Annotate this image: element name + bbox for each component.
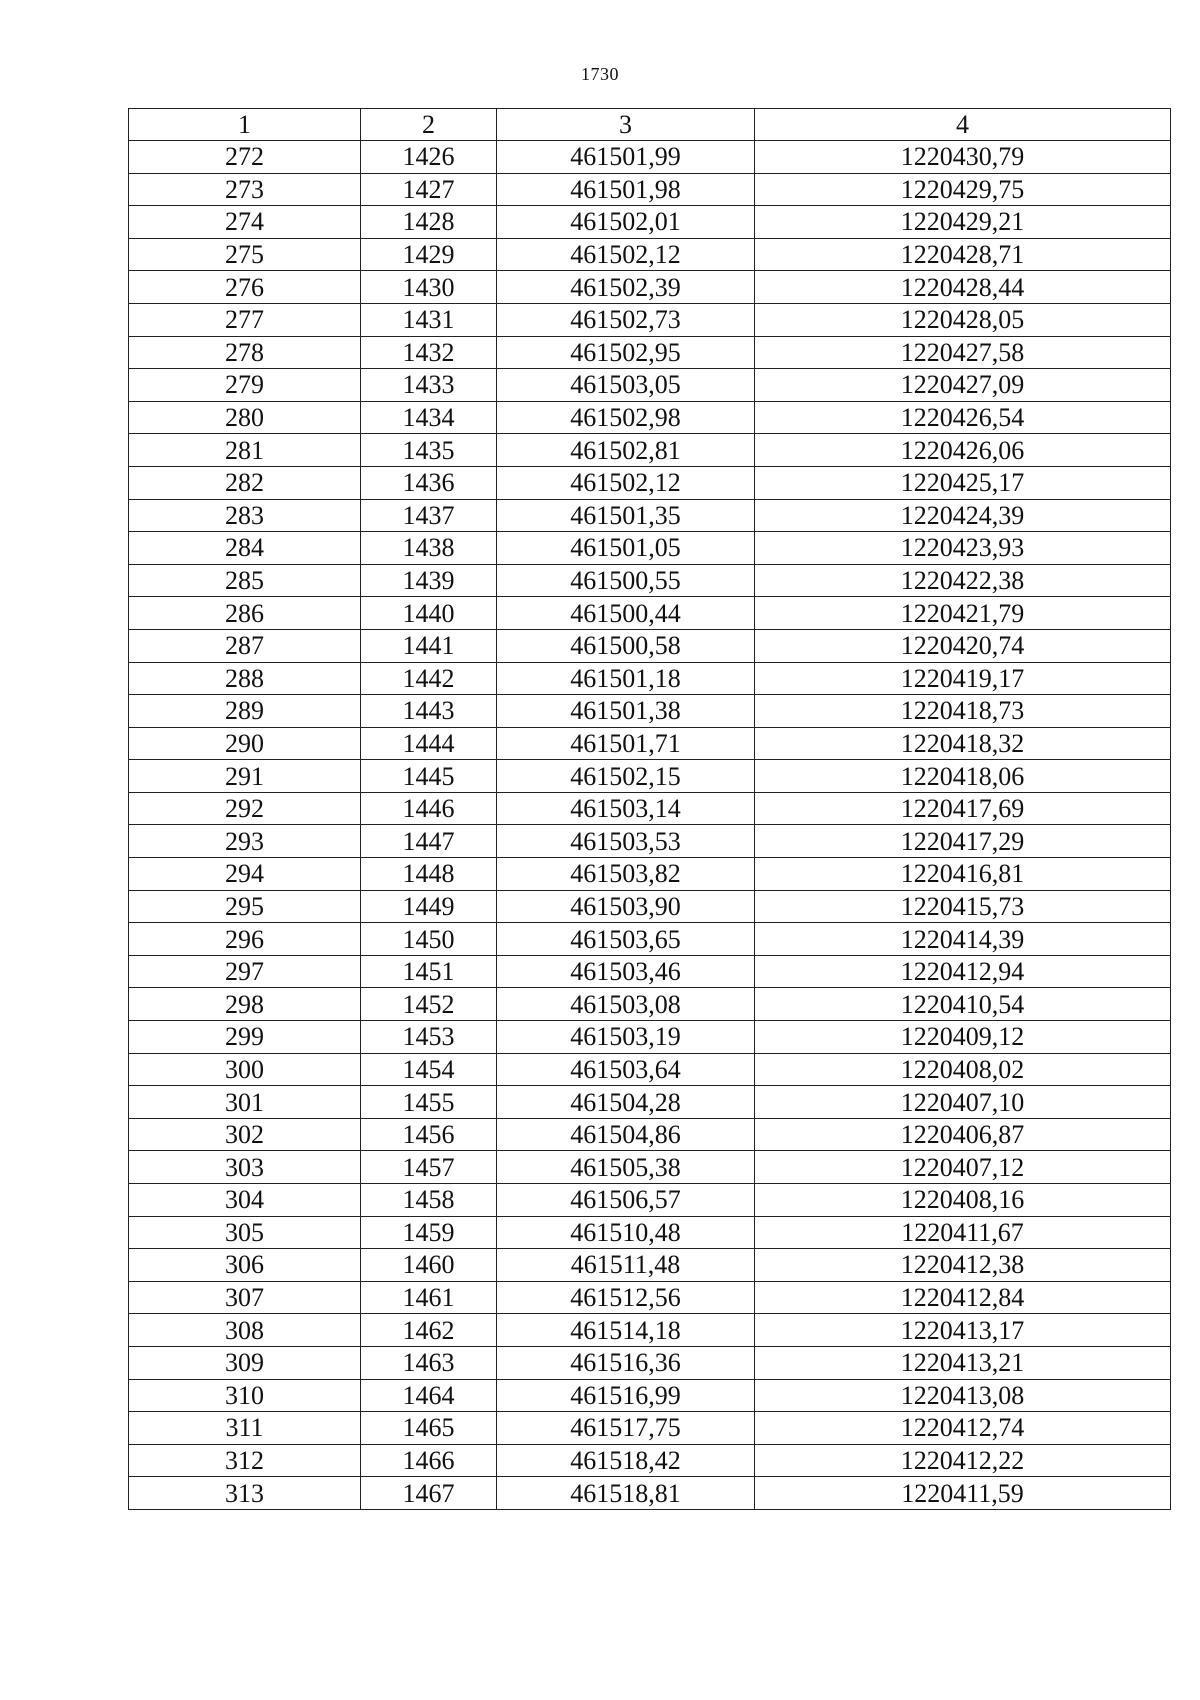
table-cell-col-1: 275 <box>129 238 361 271</box>
table-cell-col-3: 461502,15 <box>497 760 755 793</box>
table-row <box>129 141 1171 174</box>
table-cell-col-2: 1459 <box>361 1216 497 1249</box>
table-cell-col-4: 1220418,06 <box>755 760 1171 793</box>
coordinates-table <box>128 108 1171 1510</box>
table-header <box>129 109 1171 141</box>
table-cell-col-3: 461501,18 <box>497 662 755 695</box>
table-cell-col-4: 1220412,74 <box>755 1412 1171 1445</box>
table-row <box>129 1281 1171 1314</box>
table-cell-col-4: 1220425,17 <box>755 466 1171 499</box>
table-row <box>129 1412 1171 1445</box>
table-cell-col-4: 1220430,79 <box>755 141 1171 174</box>
table-cell-col-2: 1442 <box>361 662 497 695</box>
table-row <box>129 825 1171 858</box>
table-cell-col-4: 1220407,12 <box>755 1151 1171 1184</box>
table-cell-col-1: 300 <box>129 1053 361 1086</box>
table-row <box>129 434 1171 467</box>
table-cell-col-1: 311 <box>129 1412 361 1445</box>
table-cell-col-3: 461512,56 <box>497 1281 755 1314</box>
table-cell-col-4: 1220422,38 <box>755 564 1171 597</box>
table-cell-col-1: 282 <box>129 466 361 499</box>
table-cell-col-3: 461504,86 <box>497 1118 755 1151</box>
table-cell-col-3: 461503,65 <box>497 923 755 956</box>
table-cell-col-3: 461502,12 <box>497 238 755 271</box>
table-cell-col-1: 297 <box>129 955 361 988</box>
table-cell-col-3: 461517,75 <box>497 1412 755 1445</box>
table-cell-col-2: 1467 <box>361 1477 497 1510</box>
table-cell-col-3: 461502,98 <box>497 401 755 434</box>
table-cell-col-3: 461510,48 <box>497 1216 755 1249</box>
table-cell-col-1: 299 <box>129 1021 361 1054</box>
table-row <box>129 988 1171 1021</box>
table-row <box>129 1379 1171 1412</box>
table-cell-col-4: 1220428,05 <box>755 303 1171 336</box>
table-cell-col-1: 272 <box>129 141 361 174</box>
table-cell-col-1: 308 <box>129 1314 361 1347</box>
table-cell-col-4: 1220413,17 <box>755 1314 1171 1347</box>
table-cell-col-3: 461503,08 <box>497 988 755 1021</box>
table-row <box>129 1184 1171 1217</box>
table-cell-col-3: 461502,95 <box>497 336 755 369</box>
table-cell-col-1: 293 <box>129 825 361 858</box>
table-row <box>129 238 1171 271</box>
table-cell-col-1: 279 <box>129 369 361 402</box>
table-cell-col-4: 1220413,21 <box>755 1346 1171 1379</box>
table-cell-col-2: 1441 <box>361 629 497 662</box>
table-cell-col-2: 1454 <box>361 1053 497 1086</box>
table-row <box>129 336 1171 369</box>
table-cell-col-2: 1453 <box>361 1021 497 1054</box>
table-cell-col-3: 461503,14 <box>497 792 755 825</box>
table-cell-col-4: 1220408,16 <box>755 1184 1171 1217</box>
table-cell-col-2: 1428 <box>361 206 497 239</box>
table-cell-col-4: 1220428,44 <box>755 271 1171 304</box>
table-cell-col-3: 461514,18 <box>497 1314 755 1347</box>
table-row <box>129 1118 1171 1151</box>
table-cell-col-1: 274 <box>129 206 361 239</box>
table-cell-col-4: 1220419,17 <box>755 662 1171 695</box>
table-row <box>129 1477 1171 1510</box>
table-cell-col-2: 1460 <box>361 1249 497 1282</box>
table-cell-col-3: 461505,38 <box>497 1151 755 1184</box>
table-cell-col-1: 310 <box>129 1379 361 1412</box>
table-cell-col-1: 312 <box>129 1444 361 1477</box>
table-cell-col-4: 1220415,73 <box>755 890 1171 923</box>
table-cell-col-3: 461500,55 <box>497 564 755 597</box>
table-cell-col-2: 1435 <box>361 434 497 467</box>
table-cell-col-3: 461511,48 <box>497 1249 755 1282</box>
table-cell-col-2: 1457 <box>361 1151 497 1184</box>
table-cell-col-4: 1220412,84 <box>755 1281 1171 1314</box>
table-cell-col-3: 461503,05 <box>497 369 755 402</box>
header-row <box>129 109 1171 141</box>
table-body <box>129 141 1171 1510</box>
table-cell-col-4: 1220427,09 <box>755 369 1171 402</box>
table-cell-col-4: 1220411,59 <box>755 1477 1171 1510</box>
table-cell-col-4: 1220413,08 <box>755 1379 1171 1412</box>
table-cell-col-2: 1446 <box>361 792 497 825</box>
table-cell-col-1: 285 <box>129 564 361 597</box>
table-cell-col-3: 461501,35 <box>497 499 755 532</box>
table-row <box>129 1151 1171 1184</box>
table-row <box>129 597 1171 630</box>
column-header-3: 3 <box>497 109 755 141</box>
table-row <box>129 890 1171 923</box>
table-cell-col-4: 1220420,74 <box>755 629 1171 662</box>
table-cell-col-1: 281 <box>129 434 361 467</box>
table-cell-col-1: 291 <box>129 760 361 793</box>
table-row <box>129 1216 1171 1249</box>
table-cell-col-4: 1220429,75 <box>755 173 1171 206</box>
table-row <box>129 629 1171 662</box>
table-cell-col-1: 296 <box>129 923 361 956</box>
table-cell-col-1: 288 <box>129 662 361 695</box>
table-row <box>129 1444 1171 1477</box>
table-cell-col-3: 461500,58 <box>497 629 755 662</box>
table-cell-col-4: 1220412,22 <box>755 1444 1171 1477</box>
table-row <box>129 760 1171 793</box>
table-cell-col-3: 461518,42 <box>497 1444 755 1477</box>
table-cell-col-4: 1220423,93 <box>755 532 1171 565</box>
table-cell-col-2: 1447 <box>361 825 497 858</box>
table-cell-col-1: 283 <box>129 499 361 532</box>
table-row <box>129 206 1171 239</box>
table-cell-col-2: 1434 <box>361 401 497 434</box>
page-number: 1730 <box>581 64 619 84</box>
table-cell-col-1: 298 <box>129 988 361 1021</box>
table-cell-col-1: 309 <box>129 1346 361 1379</box>
table-row <box>129 173 1171 206</box>
table-row <box>129 1314 1171 1347</box>
table-cell-col-3: 461503,46 <box>497 955 755 988</box>
table-row <box>129 1086 1171 1119</box>
table-cell-col-3: 461516,36 <box>497 1346 755 1379</box>
table-cell-col-3: 461518,81 <box>497 1477 755 1510</box>
table-cell-col-1: 292 <box>129 792 361 825</box>
table-cell-col-2: 1463 <box>361 1346 497 1379</box>
table-cell-col-4: 1220428,71 <box>755 238 1171 271</box>
table-row <box>129 564 1171 597</box>
table-cell-col-3: 461502,01 <box>497 206 755 239</box>
table-cell-col-3: 461501,71 <box>497 727 755 760</box>
table-cell-col-1: 277 <box>129 303 361 336</box>
table-cell-col-2: 1445 <box>361 760 497 793</box>
table-cell-col-2: 1429 <box>361 238 497 271</box>
table-row <box>129 695 1171 728</box>
table-cell-col-2: 1449 <box>361 890 497 923</box>
table-cell-col-3: 461502,12 <box>497 466 755 499</box>
table-cell-col-1: 290 <box>129 727 361 760</box>
table-row <box>129 1249 1171 1282</box>
table-row <box>129 792 1171 825</box>
table-cell-col-2: 1433 <box>361 369 497 402</box>
table-cell-col-4: 1220411,67 <box>755 1216 1171 1249</box>
table-row <box>129 401 1171 434</box>
table-cell-col-1: 294 <box>129 858 361 891</box>
table-cell-col-3: 461502,73 <box>497 303 755 336</box>
table-row <box>129 1346 1171 1379</box>
table-cell-col-3: 461501,05 <box>497 532 755 565</box>
table-cell-col-1: 305 <box>129 1216 361 1249</box>
table-row <box>129 271 1171 304</box>
table-cell-col-2: 1448 <box>361 858 497 891</box>
table-cell-col-4: 1220421,79 <box>755 597 1171 630</box>
table-cell-col-1: 313 <box>129 1477 361 1510</box>
table-cell-col-2: 1461 <box>361 1281 497 1314</box>
table-row <box>129 858 1171 891</box>
table-cell-col-3: 461501,38 <box>497 695 755 728</box>
table-row <box>129 1053 1171 1086</box>
table-row <box>129 466 1171 499</box>
table-cell-col-4: 1220426,06 <box>755 434 1171 467</box>
table-cell-col-4: 1220412,38 <box>755 1249 1171 1282</box>
table-row <box>129 369 1171 402</box>
table-cell-col-3: 461516,99 <box>497 1379 755 1412</box>
table-cell-col-1: 280 <box>129 401 361 434</box>
table-row <box>129 923 1171 956</box>
table-cell-col-2: 1426 <box>361 141 497 174</box>
table-cell-col-2: 1451 <box>361 955 497 988</box>
table-cell-col-2: 1427 <box>361 173 497 206</box>
table-cell-col-1: 304 <box>129 1184 361 1217</box>
table-cell-col-4: 1220418,32 <box>755 727 1171 760</box>
table-cell-col-1: 302 <box>129 1118 361 1151</box>
table-cell-col-4: 1220426,54 <box>755 401 1171 434</box>
table-cell-col-4: 1220427,58 <box>755 336 1171 369</box>
table-cell-col-2: 1458 <box>361 1184 497 1217</box>
table-cell-col-4: 1220408,02 <box>755 1053 1171 1086</box>
table-cell-col-2: 1440 <box>361 597 497 630</box>
table-cell-col-1: 295 <box>129 890 361 923</box>
table-cell-col-2: 1430 <box>361 271 497 304</box>
table-cell-col-2: 1462 <box>361 1314 497 1347</box>
table-cell-col-1: 284 <box>129 532 361 565</box>
table-cell-col-2: 1452 <box>361 988 497 1021</box>
column-header-2: 2 <box>361 109 497 141</box>
table-cell-col-2: 1431 <box>361 303 497 336</box>
table-cell-col-1: 286 <box>129 597 361 630</box>
table-cell-col-3: 461500,44 <box>497 597 755 630</box>
table-cell-col-2: 1465 <box>361 1412 497 1445</box>
table-cell-col-2: 1432 <box>361 336 497 369</box>
table-cell-col-4: 1220409,12 <box>755 1021 1171 1054</box>
table-cell-col-1: 273 <box>129 173 361 206</box>
table-cell-col-3: 461502,39 <box>497 271 755 304</box>
table-cell-col-1: 306 <box>129 1249 361 1282</box>
table-cell-col-2: 1456 <box>361 1118 497 1151</box>
table-cell-col-1: 278 <box>129 336 361 369</box>
table-row <box>129 499 1171 532</box>
table-row <box>129 955 1171 988</box>
table-cell-col-2: 1464 <box>361 1379 497 1412</box>
table-cell-col-4: 1220407,10 <box>755 1086 1171 1119</box>
table-cell-col-3: 461504,28 <box>497 1086 755 1119</box>
table-cell-col-2: 1439 <box>361 564 497 597</box>
table-cell-col-4: 1220406,87 <box>755 1118 1171 1151</box>
column-header-1: 1 <box>129 109 361 141</box>
table-cell-col-3: 461503,19 <box>497 1021 755 1054</box>
table-row <box>129 1021 1171 1054</box>
table-cell-col-4: 1220418,73 <box>755 695 1171 728</box>
column-header-4: 4 <box>755 109 1171 141</box>
table-cell-col-4: 1220412,94 <box>755 955 1171 988</box>
table-cell-col-2: 1444 <box>361 727 497 760</box>
table-cell-col-2: 1443 <box>361 695 497 728</box>
table-cell-col-4: 1220410,54 <box>755 988 1171 1021</box>
table-cell-col-3: 461501,98 <box>497 173 755 206</box>
table-cell-col-1: 287 <box>129 629 361 662</box>
table-row <box>129 727 1171 760</box>
table-cell-col-2: 1436 <box>361 466 497 499</box>
table-cell-col-2: 1437 <box>361 499 497 532</box>
table-cell-col-2: 1466 <box>361 1444 497 1477</box>
table-cell-col-2: 1455 <box>361 1086 497 1119</box>
table-cell-col-4: 1220416,81 <box>755 858 1171 891</box>
table-cell-col-4: 1220414,39 <box>755 923 1171 956</box>
table-row <box>129 662 1171 695</box>
table-cell-col-2: 1450 <box>361 923 497 956</box>
table-cell-col-2: 1438 <box>361 532 497 565</box>
table-cell-col-3: 461506,57 <box>497 1184 755 1217</box>
table-cell-col-1: 289 <box>129 695 361 728</box>
table-cell-col-1: 276 <box>129 271 361 304</box>
table-cell-col-1: 303 <box>129 1151 361 1184</box>
table-cell-col-3: 461502,81 <box>497 434 755 467</box>
table-row <box>129 532 1171 565</box>
table-cell-col-3: 461503,82 <box>497 858 755 891</box>
table-cell-col-3: 461503,64 <box>497 1053 755 1086</box>
table-cell-col-4: 1220417,69 <box>755 792 1171 825</box>
table-cell-col-1: 307 <box>129 1281 361 1314</box>
table-cell-col-4: 1220417,29 <box>755 825 1171 858</box>
table-cell-col-1: 301 <box>129 1086 361 1119</box>
table-row <box>129 303 1171 336</box>
table-cell-col-3: 461501,99 <box>497 141 755 174</box>
table-cell-col-4: 1220429,21 <box>755 206 1171 239</box>
table-cell-col-3: 461503,53 <box>497 825 755 858</box>
table-cell-col-3: 461503,90 <box>497 890 755 923</box>
table-cell-col-4: 1220424,39 <box>755 499 1171 532</box>
